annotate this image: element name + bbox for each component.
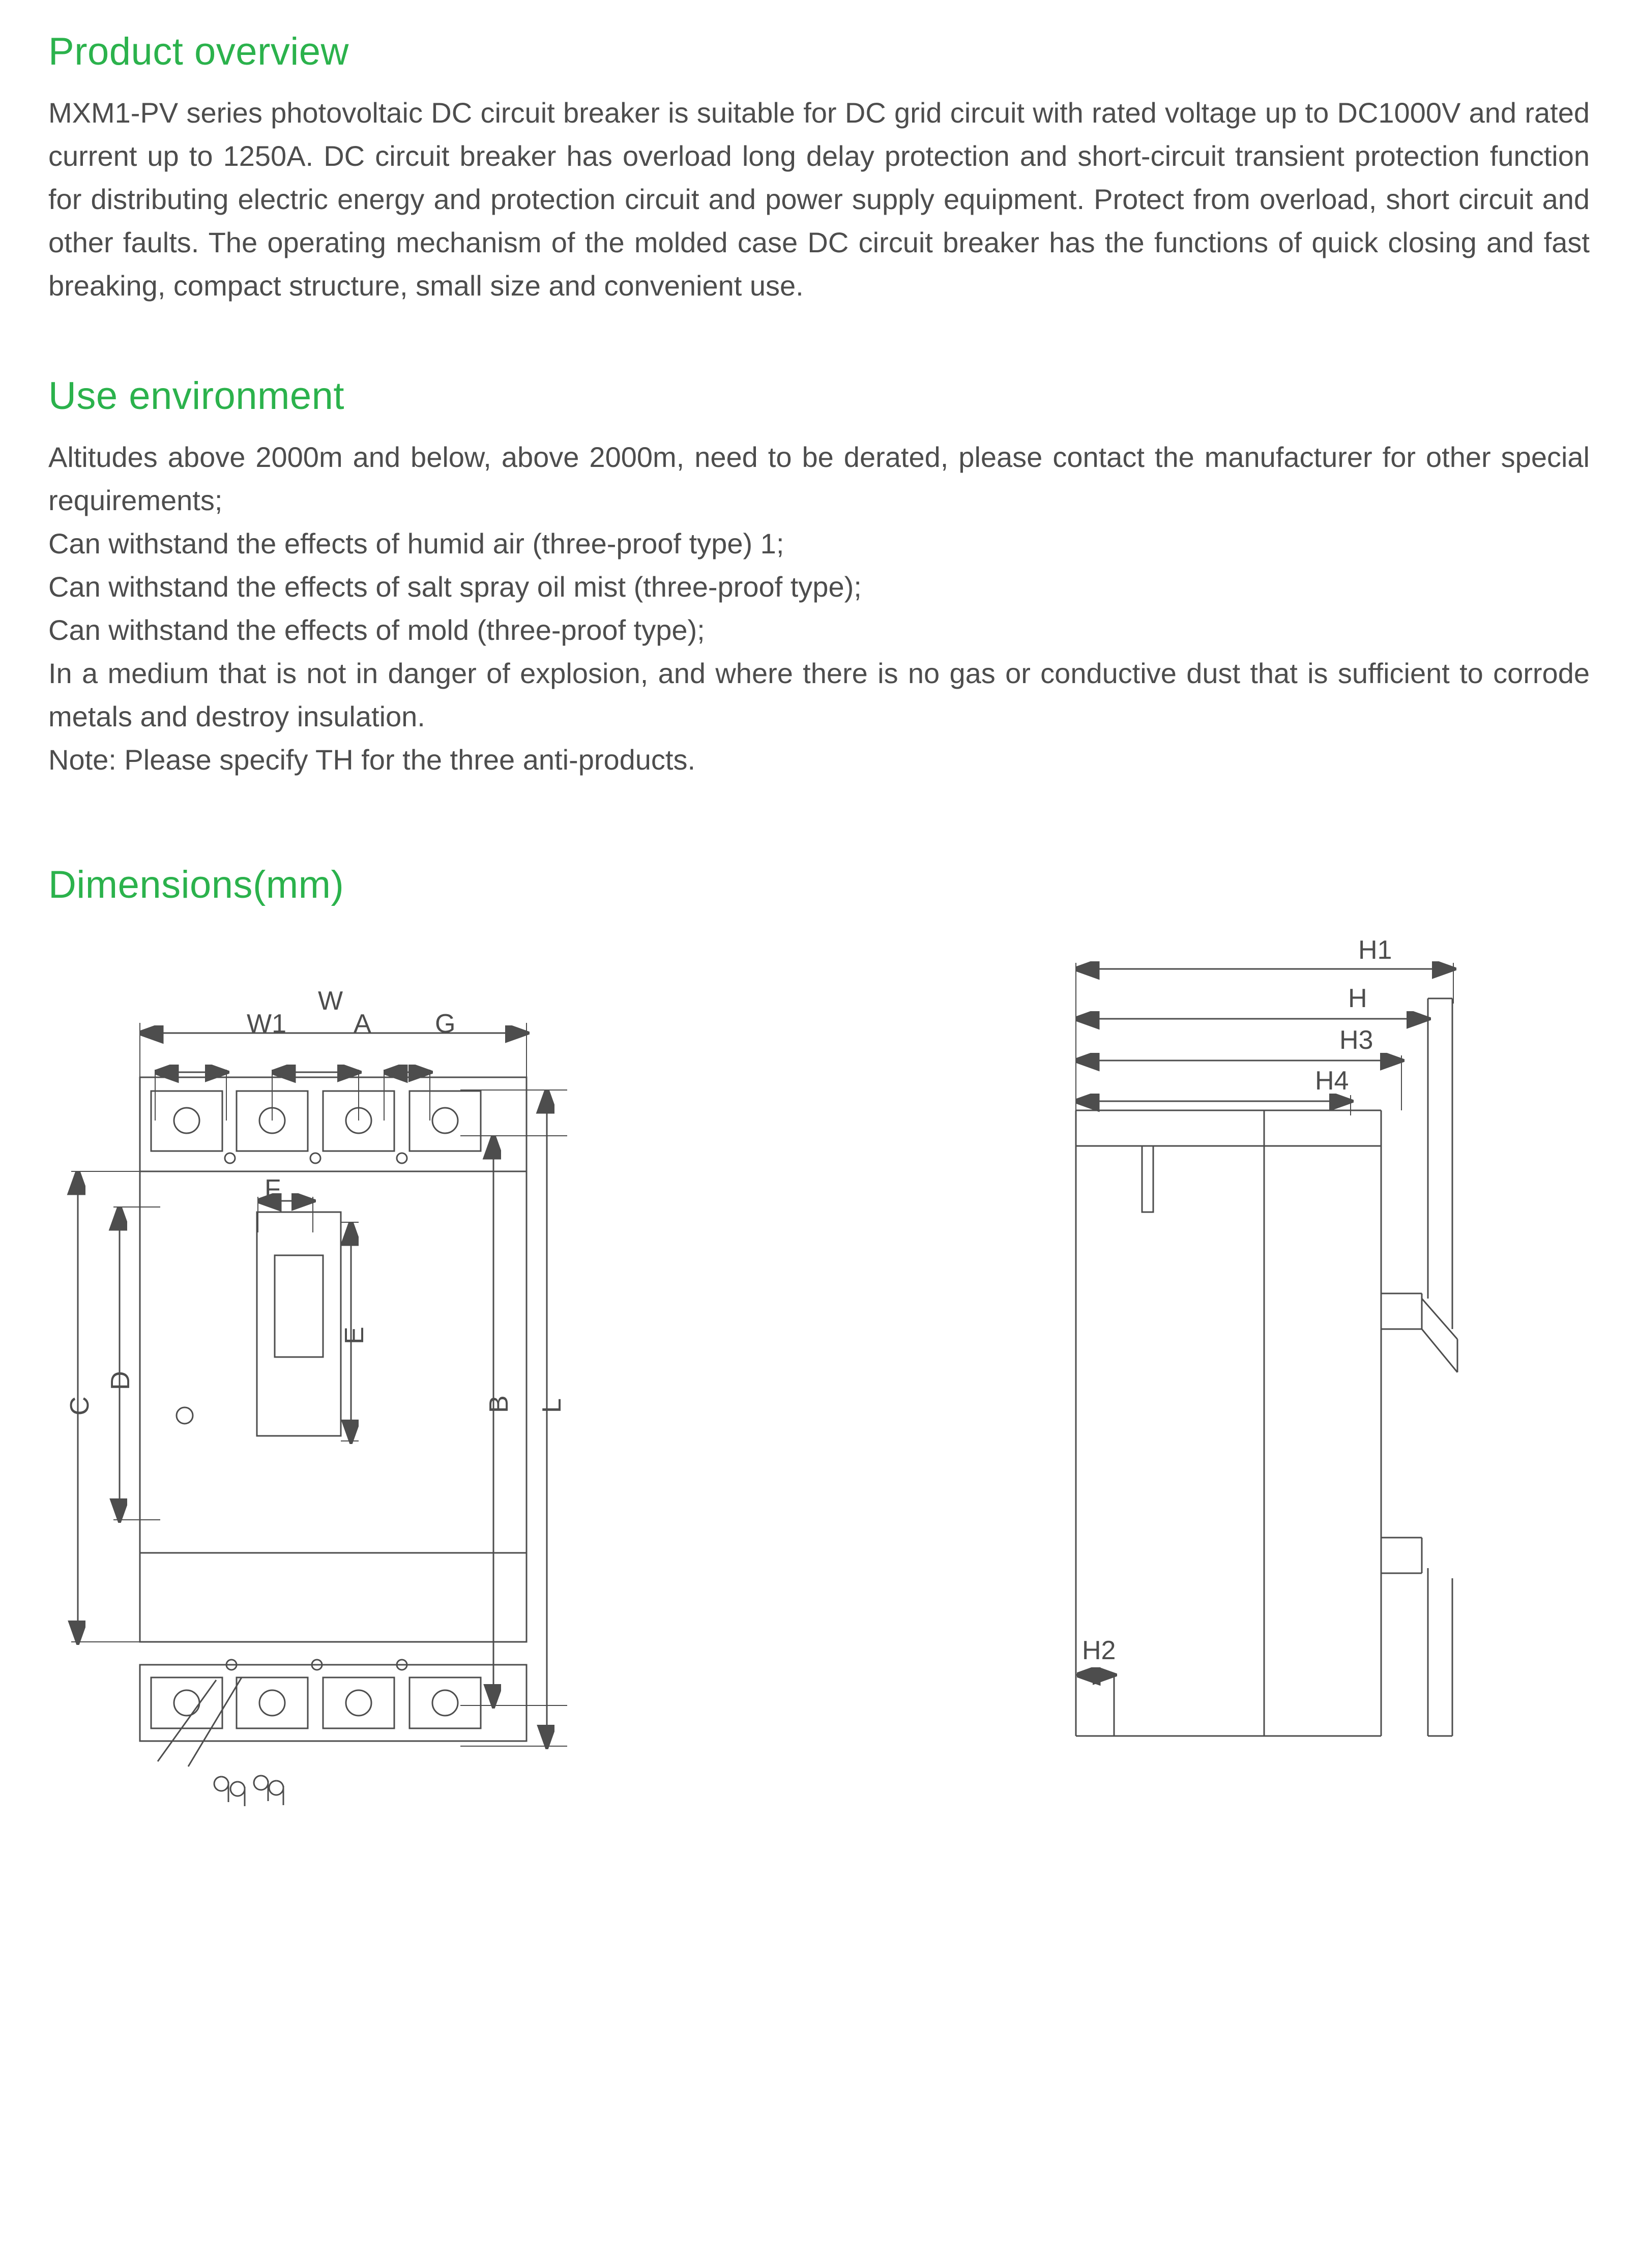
use-environment-lines bbox=[48, 435, 1590, 782]
label-D: D bbox=[106, 1371, 135, 1391]
section-title-product-overview: Product overview bbox=[48, 30, 349, 73]
label-H4: H4 bbox=[1315, 1066, 1349, 1096]
use-environment-line-1: Altitudes above 2000m and below, above 2000m, need to be derated, please contact the manufacturer for other special requirements; bbox=[48, 440, 1590, 516]
label-H: H bbox=[1348, 984, 1367, 1014]
use-environment-line-5: In a medium that is not in danger of explosion, and where there is no gas or conductive dust that is sufficient to corrode metals and destroy insulation. bbox=[48, 657, 1590, 733]
use-environment-line-4: Can withstand the effects of mold (three-proof type); bbox=[48, 613, 705, 646]
label-B: B bbox=[484, 1395, 514, 1413]
label-W: W bbox=[318, 986, 343, 1016]
label-L: L bbox=[537, 1398, 567, 1413]
label-H3: H3 bbox=[1339, 1025, 1373, 1055]
label-G: G bbox=[435, 1009, 456, 1039]
use-environment-line-3: Can withstand the effects of salt spray oil mist (three-proof type); bbox=[48, 570, 862, 603]
label-W1: W1 bbox=[247, 1009, 286, 1039]
label-H1: H1 bbox=[1358, 935, 1392, 965]
product-overview-body: MXM1-PV series photovoltaic DC circuit breaker is suitable for DC grid circuit with rated voltage up to DC1000V and rated current up to 1250A. DC circuit breaker has overload long delay protection and short-circuit transient protection function for distributing electric energy and protection circuit and power supply equipment. Protect from overload, short circuit and other faults. The operating mechanism of the molded case DC circuit breaker has the functions of quick closing and fast breaking, compact structure, small size and convenient use. bbox=[48, 97, 1590, 302]
side-view-drawing bbox=[1066, 942, 1473, 1756]
label-C: C bbox=[65, 1396, 95, 1416]
section-title-use-environment: Use environment bbox=[48, 374, 344, 418]
label-E: E bbox=[340, 1327, 369, 1345]
use-environment-line-2: Can withstand the effects of humid air (three-proof type) 1; bbox=[48, 527, 784, 559]
use-environment-line-6: Note: Please specify TH for the three anti-products. bbox=[48, 744, 696, 776]
label-F: F bbox=[265, 1174, 281, 1204]
front-view-drawing bbox=[58, 968, 872, 1822]
label-H2: H2 bbox=[1082, 1636, 1116, 1666]
label-A: A bbox=[354, 1009, 371, 1039]
section-title-dimensions: Dimensions(mm) bbox=[48, 863, 344, 907]
product-overview-body-wrapper bbox=[48, 91, 1590, 308]
dimension-drawings bbox=[48, 937, 1590, 1802]
content-column bbox=[48, 0, 1590, 1802]
